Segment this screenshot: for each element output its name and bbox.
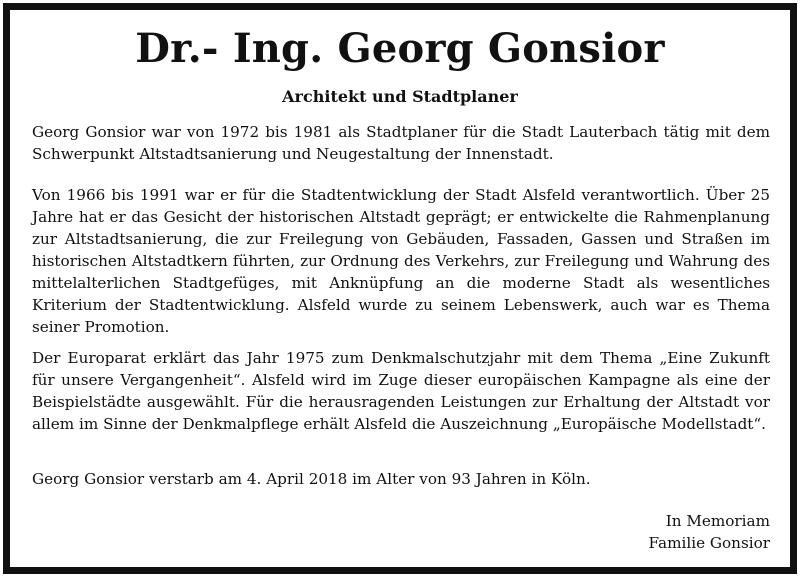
paragraph-lauterbach: Georg Gonsior war von 1972 bis 1981 als Stadtplaner für die Stadt Lauterbach tätig mit dem Schwerpunkt Altstadtsanierung und Neugestaltung der Innenstadt. (32, 123, 770, 163)
closing-family: Familie Gonsior (648, 534, 770, 552)
paragraph-europarat: Der Europarat erklärt das Jahr 1975 zum Denkmalschutzjahr mit dem Thema „Eine Zukunft für unsere Vergangenheit“. Alsfeld wird im Zuge dieser europäischen Kampagne als eine der Beispielstädte ausgewählt. Für die herausragenden Leistungen zur Erhaltung der Altstadt vor allem im Sinne der Denkmalpflege erhält Alsfeld die Auszeichnung „Europäische Modellstadt“. (32, 349, 770, 433)
closing-in-memoriam: In Memoriam (665, 512, 770, 530)
paragraph-alsfeld: Von 1966 bis 1991 war er für die Stadtentwicklung der Stadt Alsfeld verantwortlich. Über 25 Jahre hat er das Gesicht der historischen Altstadt geprägt; er entwickelte die Rahmenplanung zur Altstadtsanierung, die zur Freilegung von Gebäuden, Fassaden, Gassen und Straßen im historischen Altstadtkern führten, zur Ordnung des Verkehrs, zur Freilegung und Wahrung des mittelalterlichen Stadtgefüges, mit Anknüpfung an die moderne Stadt als wesentliches Kriterium der Stadtentwicklung. Alsfeld wurde zu seinem Lebenswerk, auch war es Thema seiner Promotion. (32, 186, 770, 336)
paragraph-death: Georg Gonsior verstarb am 4. April 2018 im Alter von 93 Jahren in Köln. (32, 470, 591, 488)
deceased-profession: Architekt und Stadtplaner (282, 87, 518, 106)
deceased-name: Dr.- Ing. Georg Gonsior (135, 25, 665, 72)
